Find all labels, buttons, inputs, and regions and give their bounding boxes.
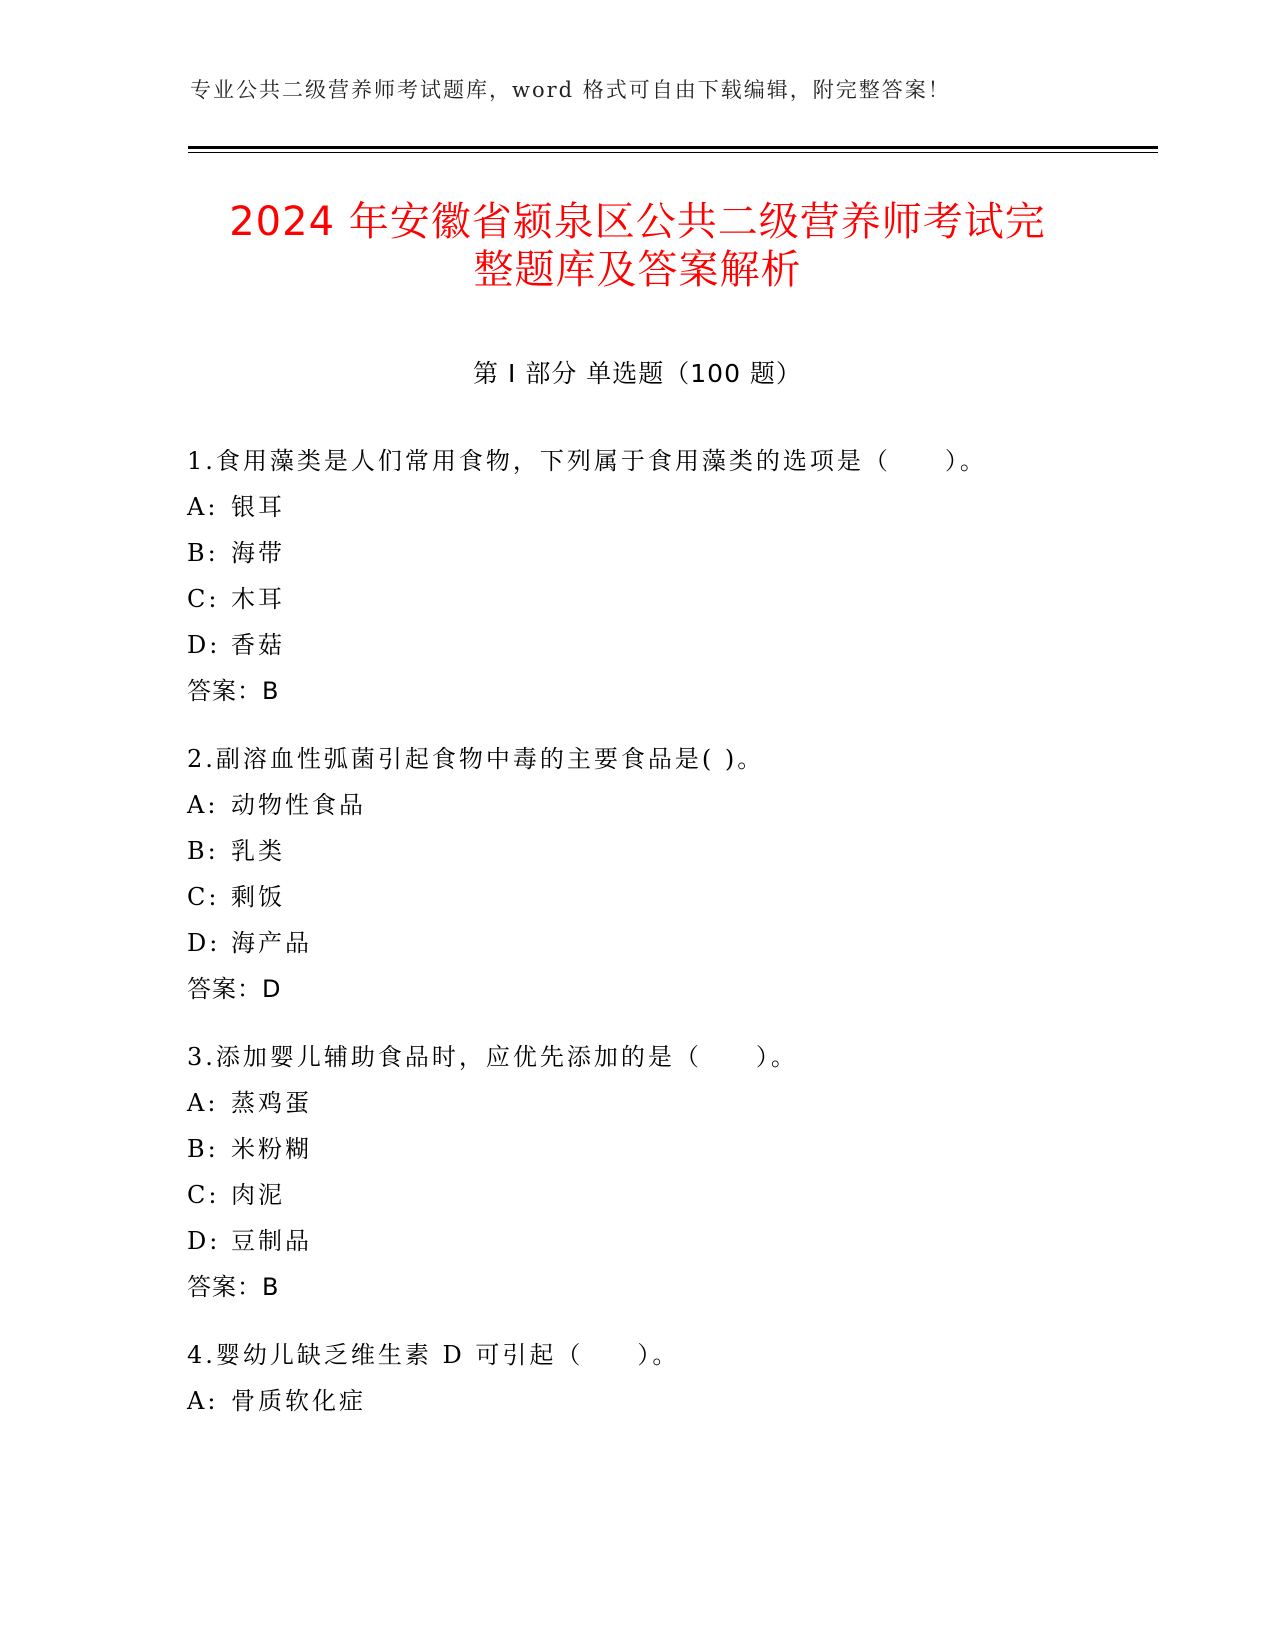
option-key: B: — [187, 539, 219, 567]
option-key: A: — [187, 1387, 219, 1415]
option-d — [187, 1218, 1147, 1264]
option-b — [187, 828, 1147, 874]
option-c — [187, 576, 1147, 622]
option-text: 蒸鸡蛋 — [231, 1089, 312, 1117]
option-text: 木耳 — [231, 585, 285, 613]
option-key: D: — [187, 929, 221, 957]
question-1 — [187, 438, 1147, 714]
question-4 — [187, 1332, 1147, 1424]
section-title: 第 I 部分 单选题（100 题） — [473, 359, 802, 388]
option-text: 米粉糊 — [231, 1135, 312, 1163]
question-stem: 4.婴幼儿缺乏维生素 D 可引起（ ）。 — [187, 1341, 680, 1369]
option-d — [187, 920, 1147, 966]
option-c — [187, 874, 1147, 920]
question-stem: 3.添加婴儿辅助食品时，应优先添加的是（ ）。 — [187, 1043, 798, 1071]
option-a — [187, 782, 1147, 828]
header-note: 专业公共二级营养师考试题库，word 格式可自由下载编辑，附完整答案！ — [190, 78, 951, 102]
option-c — [187, 1172, 1147, 1218]
question-stem: 1.食用藻类是人们常用食物，下列属于食用藻类的选项是（ ）。 — [187, 447, 987, 475]
answer: 答案：B — [187, 1273, 280, 1301]
option-text: 豆制品 — [231, 1227, 312, 1255]
option-text: 海产品 — [231, 929, 312, 957]
question-list — [187, 438, 1147, 1446]
option-text: 肉泥 — [231, 1181, 285, 1209]
option-text: 海带 — [231, 539, 285, 567]
option-key: C: — [187, 883, 220, 911]
option-key: A: — [187, 791, 219, 819]
option-b — [187, 530, 1147, 576]
option-key: A: — [187, 1089, 219, 1117]
option-a — [187, 1378, 1147, 1424]
document-title-line1: 2024 年安徽省颍泉区公共二级营养师考试完 — [229, 199, 1046, 245]
option-key: D: — [187, 631, 221, 659]
option-key: D: — [187, 1227, 221, 1255]
document-title — [120, 198, 1155, 294]
answer: 答案：D — [187, 975, 282, 1003]
question-3 — [187, 1034, 1147, 1310]
option-key: C: — [187, 1181, 220, 1209]
answer: 答案：B — [187, 677, 280, 705]
question-stem: 2.副溶血性弧菌引起食物中毒的主要食品是( )。 — [187, 745, 765, 773]
option-text: 骨质软化症 — [231, 1387, 366, 1415]
option-key: B: — [187, 837, 219, 865]
option-key: A: — [187, 493, 219, 521]
document-title-line2: 整题库及答案解析 — [473, 247, 802, 293]
option-text: 动物性食品 — [231, 791, 366, 819]
option-text: 银耳 — [231, 493, 285, 521]
question-2 — [187, 736, 1147, 1012]
option-d — [187, 622, 1147, 668]
option-b — [187, 1126, 1147, 1172]
option-text: 乳类 — [231, 837, 285, 865]
option-text: 剩饭 — [231, 883, 285, 911]
option-a — [187, 1080, 1147, 1126]
option-a — [187, 484, 1147, 530]
option-key: B: — [187, 1135, 219, 1163]
option-text: 香菇 — [231, 631, 285, 659]
option-key: C: — [187, 585, 220, 613]
header-rule-thin — [188, 152, 1158, 153]
header-rule-thick — [188, 146, 1158, 149]
